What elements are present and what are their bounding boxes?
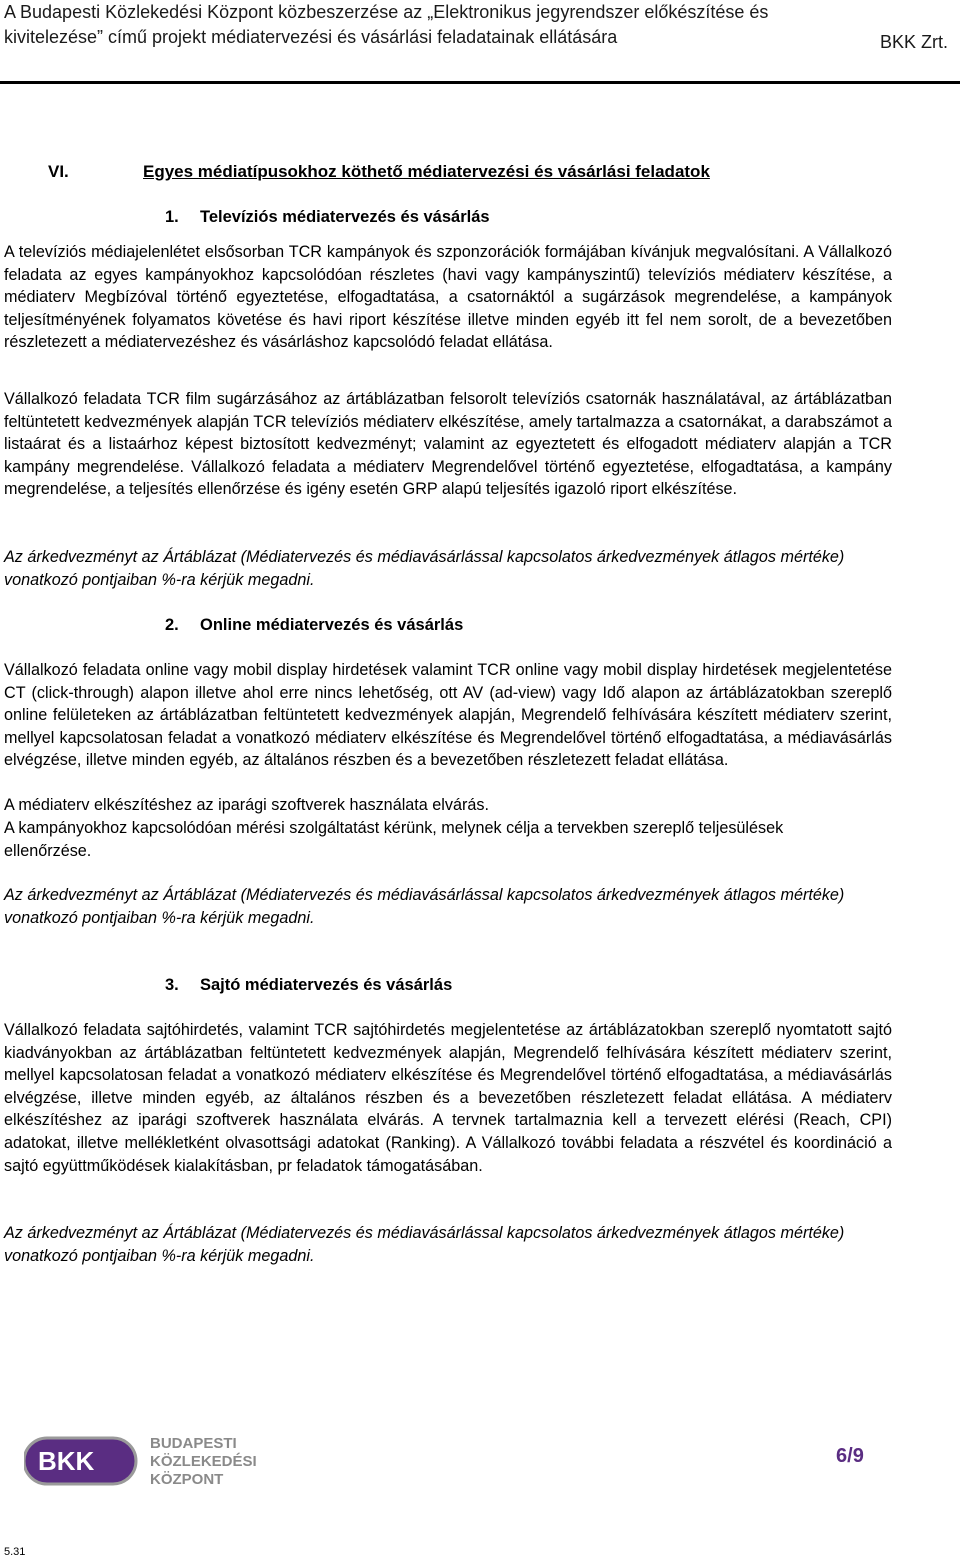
- discount-note: Az árkedvezményt az Ártáblázat (Médiatervezés és médiavásárlással kapcsolatos árkedvezmények átlagos mértéke) vonatkozó pontjaiban %-ra kérjük megadni.: [4, 1224, 845, 1265]
- subsection-number: 3.: [165, 976, 179, 994]
- bkk-logo-mark: BKK: [38, 1446, 95, 1476]
- bkk-logo-line: KÖZPONT: [150, 1471, 224, 1488]
- page-separator: /: [847, 1445, 853, 1467]
- bkk-logo-line: KÖZLEKEDÉSI: [150, 1453, 257, 1470]
- header-divider: [0, 81, 960, 84]
- paragraph: A kampányokhoz kapcsolódóan mérési szolgáltatást kérünk, melynek célja a tervekben szereplő teljesülések ellenőrzése.: [4, 819, 784, 860]
- paragraph: A televíziós médiajelenlétet elsősorban TCR kampányok és szponzorációk formájában kívánjuk megvalósítani. A Vállalkozó feladata az egyes kampányokhoz kapcsolódóan részletes (havi vagy kampányszintű) televíziós médiaterv készítése, a médiaterv Megbízóval történő egyeztetése, elfogadtatása, a csatornáktól a sugárzások megrendelése, a kampányok teljesítményének folyamatos követése és havi riport készítése illetve minden egyéb itt fel nem sorolt, de a bevezetőben részletezett a médiatervezéshez és vásárláshoz kapcsolódó feladat ellátása.: [4, 243, 892, 352]
- section-title: Egyes médiatípusokhoz köthető médiatervezési és vásárlási feladatok: [143, 162, 710, 181]
- subsection-title: Televíziós médiatervezés és vásárlás: [200, 208, 490, 226]
- subsection-3-heading: [165, 974, 452, 996]
- paragraph: Vállalkozó feladata sajtóhirdetés, valamint TCR sajtóhirdetés megjelentetése az ártáblázatokban szereplő nyomtatott sajtó kiadványokban az ártáblázatban feltüntetett kedvezmények alapján, Megrendelő felhívására készített médiaterv szerint, mellyel kapcsolatosan feladat a vonatkozó médiaterv elkészítése és Megrendelővel történő elfogadtatása, a médiavásárlás elvégzése, illetve minden egyéb, az általános részben és a bevezetőben részletezett feladat ellátása. A médiaterv elkészítéshez az iparági szoftverek használata elvárás. A tervnek tartalmaznia kell a tervezett elérési (Reach, CPI) adatokat, illetve mellékletként olvasottsági adatokat (Ranking). A Vállalkozó további feladata a részvétel és koordináció a sajtó együttműködések kialakításban, pr feladatok támogatásában.: [4, 1021, 892, 1175]
- discount-note: Az árkedvezményt az Ártáblázat (Médiatervezés és médiavásárlással kapcsolatos árkedvezmények átlagos mértéke) vonatkozó pontjaiban %-ra kérjük megadni.: [4, 886, 845, 927]
- paragraph: A médiaterv elkészítéshez az iparági szoftverek használata elvárás.: [4, 796, 489, 814]
- subsection-title: Online médiatervezés és vásárlás: [200, 616, 464, 634]
- subsection-1-heading: [165, 206, 490, 228]
- subsection-number: 2.: [165, 616, 179, 634]
- discount-note: Az árkedvezményt az Ártáblázat (Médiatervezés és médiavásárlással kapcsolatos árkedvezmények átlagos mértéke) vonatkozó pontjaiban %-ra kérjük megadni.: [4, 548, 845, 589]
- section-number: VI.: [48, 162, 69, 181]
- subsection-2-heading: [165, 614, 463, 636]
- subsection-number: 1.: [165, 208, 179, 226]
- bkk-logo-line: BUDAPESTI: [150, 1435, 237, 1452]
- document-code: 5.31: [4, 1546, 26, 1558]
- subsection-title: Sajtó médiatervezés és vásárlás: [200, 976, 453, 994]
- header-title: A Budapesti Közlekedési Központ közbeszerzése az „Elektronikus jegyrendszer előkészítése és kivitelezése” című projekt médiatervezési és vásárlási feladatainak ellátására: [4, 2, 769, 47]
- bkk-logo-graphic: [24, 1432, 274, 1492]
- page-total: 9: [852, 1445, 864, 1467]
- bkk-logo: [24, 1432, 274, 1497]
- header-org: BKK Zrt.: [879, 32, 948, 52]
- paragraph: Vállalkozó feladata TCR film sugárzásához az ártáblázatban felsorolt televíziós csatornák használatával, az ártáblázatban feltüntetett kedvezmények alapján TCR televíziós médiaterv elkészítése, amely tartalmazza a csatornákat, a darabszámot a listaárat és a listaárhoz képest biztosított kedvezményt; valamint az egyeztetett és elfogadott médiaterv alapján a TCR kampány megrendelése. Vállalkozó feladata a médiaterv Megrendelővel történő egyeztetése, elfogadtatása, a kampány megrendelése, a teljesítés ellenőrzése és igény esetén GRP alapú teljesítés igazoló riport elkészítése.: [4, 390, 892, 499]
- page-current: 6: [836, 1445, 848, 1467]
- paragraph: Vállalkozó feladata online vagy mobil display hirdetések valamint TCR online vagy mobil display hirdetések megjelentetése CT (click-through) alapon illetve ahol erre nincs lehetőség, ott AV (ad-view) vagy Idő alapon az ártáblázatokban szereplő online felületeken az ártáblázatban feltüntetett kedvezmények alapján, Megrendelő felhívására készített médiaterv szerint, mellyel kapcsolatosan feladat a vonatkozó médiaterv elkészítése és Megrendelővel történő elfogadtatása, a médiavásárlás elvégzése, illetve minden egyéb, az általános részben és a bevezetőben részletezett feladat ellátása.: [4, 661, 892, 770]
- page-number: [836, 1445, 864, 1468]
